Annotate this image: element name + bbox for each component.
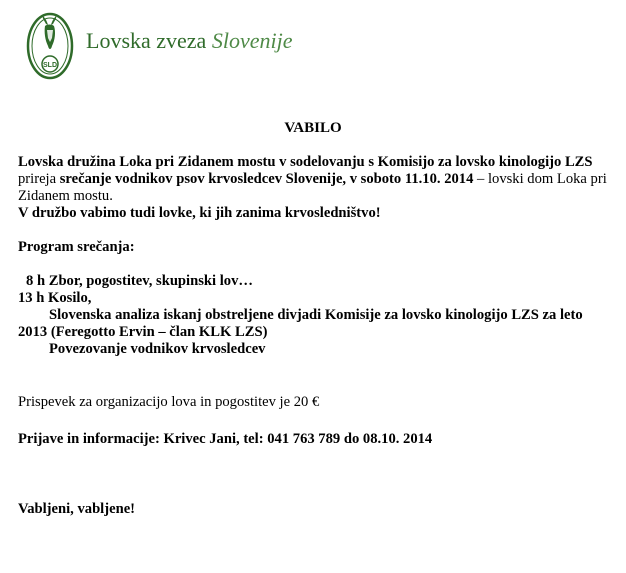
- hunting-association-logo: [26, 12, 74, 80]
- logo-text: SLD: [43, 62, 57, 69]
- program-item-3: [18, 307, 608, 341]
- org-name-regular: Lovska zveza: [86, 28, 207, 53]
- intro-bold-2: srečanje vodnikov psov krvosledcev Slovenije, v soboto 11.10. 2014: [59, 171, 474, 187]
- closing-line: Vabljeni, vabljene!: [18, 501, 136, 517]
- organization-name: [86, 28, 292, 54]
- fee-line: Prispevek za organizacijo lova in pogostitev je 20 €: [18, 394, 320, 410]
- program-heading: Program srečanja:: [18, 239, 135, 255]
- intro-normal-1: prireja: [18, 171, 60, 187]
- program-item-4: Povezovanje vodnikov krvosledcev: [49, 341, 266, 357]
- invitation-body: [18, 154, 608, 518]
- intro-normal-2: – lovski dom Loka pri Zidanem mostu.: [18, 171, 607, 204]
- program-item-1: 8 h Zbor, pogostitev, skupinski lov…: [26, 273, 253, 289]
- document-title: VABILO: [284, 120, 342, 136]
- program-item-2: 13 h Kosilo,: [18, 290, 92, 306]
- letterhead: [26, 12, 426, 82]
- registration-line: Prijave in informacije: Krivec Jani, tel: 041 763 789 do 08.10. 2014: [18, 431, 433, 447]
- org-name-italic: Slovenije: [211, 28, 293, 53]
- intro-bold-1: Lovska družina Loka pri Zidanem mostu v sodelovanju s Komisijo za lovsko kinologijo LZS: [18, 154, 593, 170]
- invite-line: V družbo vabimo tudi lovke, ki jih zanima krvosledništvo!: [18, 205, 381, 221]
- intro-paragraph: [18, 154, 608, 205]
- program-item-3-text: Slovenska analiza iskanj obstreljene divjadi Komisije za lovsko kinologijo LZS za leto 2013 (Feregotto Ervin – član KLK LZS): [18, 307, 583, 340]
